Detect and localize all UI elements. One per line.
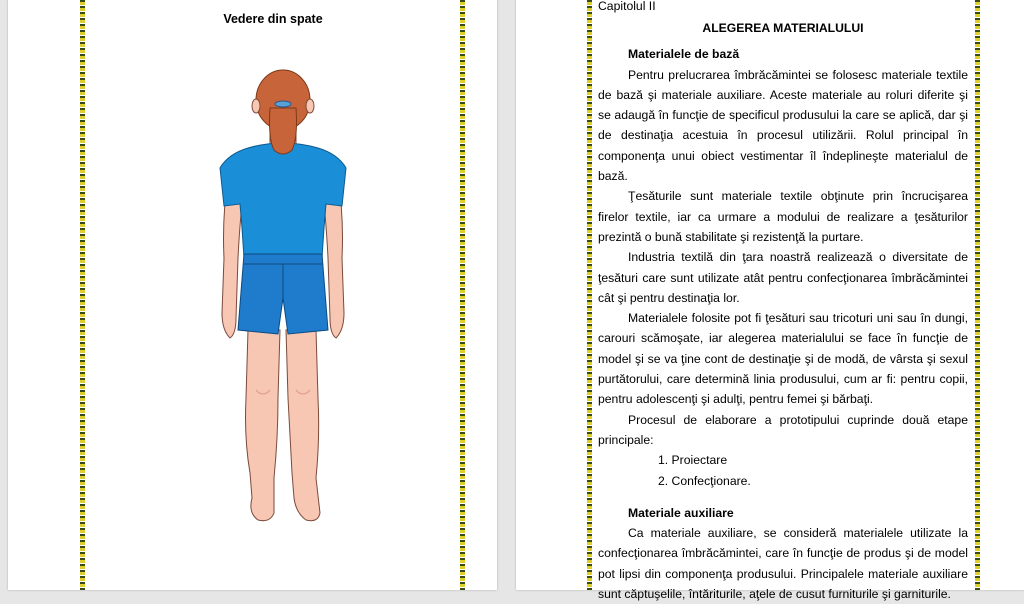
chapter-label: Capitolul II	[598, 0, 656, 13]
document-body	[598, 0, 968, 604]
figure-title: Vedere din spate	[223, 12, 323, 26]
list-item: 2. Confecţionare.	[658, 473, 751, 488]
list-item: 1. Proiectare	[658, 453, 728, 468]
page-border-right	[460, 0, 465, 590]
page-border-right	[975, 0, 980, 590]
paragraph: Ca materiale auxiliare, se consideră materialele utilizate la confecţionarea îmbrăcămintei, care în funcţie de produs şi de model pot lipsi din componenţa produsului. Principalele materiale auxiliare sunt căptuşelile, întăriturile, aţele de cusut furniturile şi garniturile.	[598, 526, 968, 602]
section-title: Materialele de bază	[628, 47, 740, 62]
document-page-left	[8, 0, 497, 590]
paragraph: Procesul de elaborare a prototipului cuprinde două etape principale:	[598, 412, 968, 447]
page-border-left	[587, 0, 592, 590]
paragraph: Industria textilă din ţara noastră realizează o diversitate de ţesături care sunt utilizate atât pentru confecţionarea îmbrăcămintei cât şi pentru destinaţia lor.	[598, 250, 968, 305]
paragraph: Ţesăturile sunt materiale textile obţinute prin încrucişarea firelor textile, iar ca urmare a modului de realizare a ţesăturilor prezintă o bună stabilitate şi rezistenţă la purtare.	[598, 189, 968, 244]
chapter-heading: ALEGEREA MATERIALULUI	[702, 21, 864, 35]
back-view-illustration	[208, 68, 358, 528]
section-title: Materiale auxiliare	[628, 505, 734, 520]
page-border-left	[80, 0, 85, 590]
paragraph: Pentru prelucrarea îmbrăcămintei se folosesc materiale textile de bază şi materiale auxiliare. Aceste materiale au roluri diferite şi se adaugă în funcţie de specificul produsului la care se aplică, dar şi de destinaţia acestuia în procesul utilizării. Rolul principal în componenţa unui obiect vestimentar îl îndeplineşte materialul de bază.	[598, 67, 968, 184]
document-page-right	[516, 0, 1024, 602]
paragraph: Materialele folosite pot fi ţesături sau tricoturi uni sau în dungi, carouri scămoşate, iar alegerea materialului se face în funcţie de model şi se va ţine cont de destinaţie şi de modă, de vârsta şi sexul purtătorului, care determină linia produsului, cum ar fi: pentru copii, pentru adolescenţi şi adulţi, pentru femei şi bărbaţi.	[598, 311, 968, 407]
